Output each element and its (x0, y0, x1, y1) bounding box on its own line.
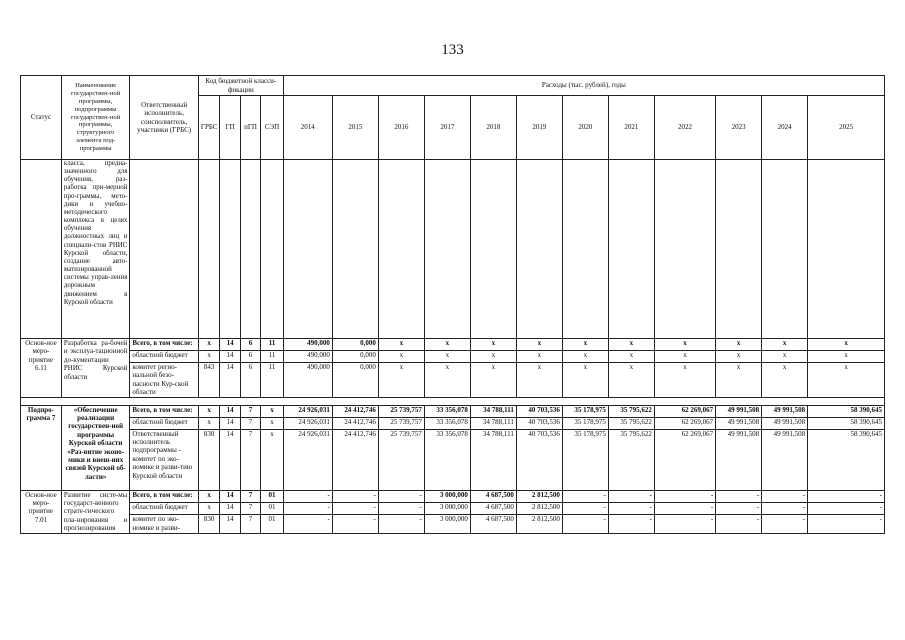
value-cell-2025: x (808, 339, 885, 351)
empty-cell (198, 160, 219, 339)
value-cell-2017: 3 000,000 (424, 515, 470, 533)
value-cell-2021: - (608, 515, 654, 533)
code-cell: x (261, 417, 284, 429)
value-cell-2024: x (762, 351, 808, 363)
empty-cell (654, 160, 715, 339)
code-cell: 7 (240, 417, 260, 429)
value-cell-2022: 62 269,067 (654, 417, 715, 429)
header-year-2017: 2017 (424, 96, 470, 160)
value-cell-2025: - (808, 502, 885, 514)
header-code-4: СЭП (261, 96, 284, 160)
value-cell-2015: 24 412,746 (332, 417, 378, 429)
value-cell-2019: x (516, 351, 562, 363)
code-cell: 14 (220, 339, 240, 351)
value-cell-2014: - (283, 502, 332, 514)
value-cell-2020: x (562, 363, 608, 398)
code-cell: 14 (220, 490, 240, 502)
table-body (21, 160, 885, 534)
value-cell-2021: x (608, 363, 654, 398)
header-budget-code: Код бюджетной класси-фикации (198, 76, 283, 96)
header-year-2014: 2014 (283, 96, 332, 160)
value-cell-2024: - (762, 490, 808, 502)
value-cell-2019: 40 703,536 (516, 429, 562, 490)
continuation-row (21, 160, 885, 339)
value-cell-2014: - (283, 515, 332, 533)
value-cell-2018: x (470, 363, 516, 398)
value-cell-2021: - (608, 502, 654, 514)
header-year-2022: 2022 (654, 96, 715, 160)
value-cell-2015: 0,000 (332, 363, 378, 398)
value-cell-2018: 34 788,111 (470, 405, 516, 417)
empty-cell (378, 160, 424, 339)
table-row (21, 417, 885, 429)
value-cell-2018: 34 788,111 (470, 429, 516, 490)
value-cell-2021: 35 795,622 (608, 405, 654, 417)
executor-cell: комитет по эко-номике и разви- (130, 515, 199, 533)
page-number: 133 (441, 42, 464, 58)
table-row (21, 502, 885, 514)
value-cell-2018: 34 788,111 (470, 417, 516, 429)
value-cell-2019: 40 703,536 (516, 417, 562, 429)
code-cell: 7 (240, 502, 260, 514)
value-cell-2019: 2 812,500 (516, 490, 562, 502)
value-cell-2020: 35 178,975 (562, 429, 608, 490)
value-cell-2025: - (808, 515, 885, 533)
value-cell-2019: 2 812,500 (516, 515, 562, 533)
value-cell-2015: 0,000 (332, 339, 378, 351)
value-cell-2017: 3 000,000 (424, 502, 470, 514)
executor-cell: областной бюджет (130, 351, 199, 363)
value-cell-2016: x (378, 363, 424, 398)
value-cell-2016: 25 739,757 (378, 417, 424, 429)
header-year-2018: 2018 (470, 96, 516, 160)
status-cell: Основ-ное меро-приятие 6.11 (21, 339, 62, 398)
header-code-3: пГП (240, 96, 260, 160)
code-cell: x (261, 429, 284, 490)
empty-cell (220, 160, 240, 339)
empty-cell (470, 160, 516, 339)
value-cell-2023: - (716, 515, 762, 533)
continuation-name-cell: класса, предна-значенного для обучения, раз-работка при-мерной про-граммы, мето-дики и учебно-методического комплекса в целях обучения должностных лиц и специали-стов РНИС Курской области, создание авто-матизированной системы управ-ления дорожным движением в Курской области (61, 160, 130, 339)
code-cell: 01 (261, 515, 284, 533)
value-cell-2024: 49 991,508 (762, 405, 808, 417)
value-cell-2020: - (562, 502, 608, 514)
header-name: Наименование государствен-ной программы, подпрограммы государствен-ной программы, структурного элемента под-программы (61, 76, 130, 160)
value-cell-2021: 35 795,622 (608, 429, 654, 490)
value-cell-2018: 4 687,500 (470, 502, 516, 514)
table-row (21, 429, 885, 490)
value-cell-2017: x (424, 351, 470, 363)
code-cell: x (198, 339, 219, 351)
code-cell: 7 (240, 429, 260, 490)
empty-cell (240, 160, 260, 339)
code-cell: 01 (261, 490, 284, 502)
value-cell-2020: - (562, 515, 608, 533)
empty-cell (762, 160, 808, 339)
value-cell-2018: x (470, 339, 516, 351)
value-cell-2021: x (608, 351, 654, 363)
empty-cell (808, 160, 885, 339)
value-cell-2024: x (762, 339, 808, 351)
code-cell: x (198, 405, 219, 417)
code-cell: 830 (198, 429, 219, 490)
code-cell: x (198, 490, 219, 502)
value-cell-2024: 49 991,508 (762, 429, 808, 490)
value-cell-2015: - (332, 490, 378, 502)
empty-cell (716, 160, 762, 339)
value-cell-2022: x (654, 363, 715, 398)
table-row (21, 351, 885, 363)
value-cell-2016: 25 739,757 (378, 405, 424, 417)
table-row (21, 490, 885, 502)
value-cell-2015: 24 412,746 (332, 405, 378, 417)
code-cell: 11 (261, 363, 284, 398)
value-cell-2023: x (716, 363, 762, 398)
continuation-status-cell (21, 160, 62, 339)
value-cell-2021: 35 795,622 (608, 417, 654, 429)
value-cell-2025: 58 390,645 (808, 405, 885, 417)
value-cell-2018: 4 687,500 (470, 490, 516, 502)
status-cell: Подпро-грамма 7 (21, 405, 62, 490)
value-cell-2017: x (424, 339, 470, 351)
code-cell: 7 (240, 405, 260, 417)
value-cell-2020: 35 178,975 (562, 417, 608, 429)
table-row (21, 363, 885, 398)
value-cell-2016: - (378, 490, 424, 502)
code-cell: 14 (220, 515, 240, 533)
value-cell-2023: - (716, 490, 762, 502)
value-cell-2019: x (516, 339, 562, 351)
header-code-2: ГП (220, 96, 240, 160)
value-cell-2022: x (654, 351, 715, 363)
value-cell-2024: 49 991,508 (762, 417, 808, 429)
empty-cell (332, 160, 378, 339)
executor-cell: областной бюджет (130, 417, 199, 429)
value-cell-2018: x (470, 351, 516, 363)
value-cell-2025: 58 390,645 (808, 429, 885, 490)
value-cell-2014: 24 926,031 (283, 405, 332, 417)
table-row (21, 515, 885, 533)
empty-cell (283, 160, 332, 339)
value-cell-2016: - (378, 515, 424, 533)
empty-cell (261, 160, 284, 339)
table-row (21, 339, 885, 351)
value-cell-2016: 25 739,757 (378, 429, 424, 490)
value-cell-2015: 0,000 (332, 351, 378, 363)
value-cell-2016: - (378, 502, 424, 514)
value-cell-2014: 490,000 (283, 363, 332, 398)
gap-cell (21, 397, 885, 405)
value-cell-2020: x (562, 339, 608, 351)
name-cell: «Обеспечение реализации государствен-ной программы Курской области «Раз-витие эконо-мики и внеш-них связей Курской об-ласти» (61, 405, 130, 490)
value-cell-2019: 40 703,536 (516, 405, 562, 417)
value-cell-2022: 62 269,067 (654, 429, 715, 490)
value-cell-2025: 58 390,645 (808, 417, 885, 429)
value-cell-2025: x (808, 351, 885, 363)
value-cell-2014: 24 926,031 (283, 429, 332, 490)
value-cell-2025: - (808, 490, 885, 502)
value-cell-2023: - (716, 502, 762, 514)
empty-cell (516, 160, 562, 339)
value-cell-2020: x (562, 351, 608, 363)
header-expenses: Расходы (тыс. рублей), годы (283, 76, 884, 96)
code-cell: 14 (220, 405, 240, 417)
value-cell-2019: x (516, 363, 562, 398)
header-year-2015: 2015 (332, 96, 378, 160)
value-cell-2023: x (716, 339, 762, 351)
code-cell: x (198, 417, 219, 429)
name-cell: Разработка ра-бочей и эксплуа-тационной до-кументации РНИС Курской области (61, 339, 130, 398)
value-cell-2018: 4 687,500 (470, 515, 516, 533)
table-row (21, 405, 885, 417)
value-cell-2017: 33 356,078 (424, 405, 470, 417)
value-cell-2022: x (654, 339, 715, 351)
executor-cell: Всего, в том числе: (130, 405, 199, 417)
header-year-2019: 2019 (516, 96, 562, 160)
header-year-2016: 2016 (378, 96, 424, 160)
code-cell: 14 (220, 429, 240, 490)
code-cell: 830 (198, 515, 219, 533)
value-cell-2023: 49 991,508 (716, 429, 762, 490)
value-cell-2020: - (562, 490, 608, 502)
code-cell: 14 (220, 502, 240, 514)
header-year-2021: 2021 (608, 96, 654, 160)
value-cell-2017: 3 000,000 (424, 490, 470, 502)
code-cell: 14 (220, 351, 240, 363)
value-cell-2016: x (378, 339, 424, 351)
name-cell: Развитие систе-мы государст-венного страте-гического пла-нирования и прогнозирования (61, 490, 130, 533)
empty-cell (424, 160, 470, 339)
executor-cell: комитет регио-нальной безо-пасности Кур-ской области (130, 363, 199, 398)
code-cell: 6 (240, 351, 260, 363)
value-cell-2020: 35 178,975 (562, 405, 608, 417)
value-cell-2022: - (654, 515, 715, 533)
code-cell: 6 (240, 363, 260, 398)
value-cell-2022: 62 269,067 (654, 405, 715, 417)
value-cell-2024: - (762, 515, 808, 533)
code-cell: 7 (240, 515, 260, 533)
header-code-1: ГРБС (198, 96, 219, 160)
value-cell-2025: x (808, 363, 885, 398)
value-cell-2022: - (654, 490, 715, 502)
executor-cell: Ответственный исполнитель подпрограммы - комитет по эко-номике и разви-тию Курской области (130, 429, 199, 490)
value-cell-2023: x (716, 351, 762, 363)
budget-table (20, 75, 885, 534)
code-cell: 11 (261, 339, 284, 351)
code-cell: 11 (261, 351, 284, 363)
executor-cell: Всего, в том числе: (130, 490, 199, 502)
value-cell-2017: 33 356,078 (424, 417, 470, 429)
value-cell-2014: 490,000 (283, 351, 332, 363)
value-cell-2016: x (378, 351, 424, 363)
executor-cell: областной бюджет (130, 502, 199, 514)
empty-cell (130, 160, 199, 339)
value-cell-2021: x (608, 339, 654, 351)
code-cell: 6 (240, 339, 260, 351)
header-year-2024: 2024 (762, 96, 808, 160)
code-cell: 01 (261, 502, 284, 514)
value-cell-2014: 490,000 (283, 339, 332, 351)
value-cell-2015: 24 412,746 (332, 429, 378, 490)
value-cell-2024: - (762, 502, 808, 514)
section-gap-row (21, 397, 885, 405)
value-cell-2015: - (332, 515, 378, 533)
code-cell: x (198, 502, 219, 514)
value-cell-2019: 2 812,500 (516, 502, 562, 514)
header-status: Статус (21, 76, 62, 160)
code-cell: 843 (198, 363, 219, 398)
value-cell-2022: - (654, 502, 715, 514)
code-cell: 7 (240, 490, 260, 502)
empty-cell (562, 160, 608, 339)
code-cell: x (261, 405, 284, 417)
value-cell-2023: 49 991,508 (716, 405, 762, 417)
value-cell-2017: 33 356,078 (424, 429, 470, 490)
value-cell-2014: 24 926,031 (283, 417, 332, 429)
code-cell: x (198, 351, 219, 363)
header-year-2020: 2020 (562, 96, 608, 160)
value-cell-2024: x (762, 363, 808, 398)
code-cell: 14 (220, 363, 240, 398)
code-cell: 14 (220, 417, 240, 429)
executor-cell: Всего, в том числе: (130, 339, 199, 351)
value-cell-2015: - (332, 502, 378, 514)
value-cell-2021: - (608, 490, 654, 502)
header-year-2025: 2025 (808, 96, 885, 160)
header-executor: Ответственный исполнитель, соисполнитель, участники (ГРБС) (130, 76, 199, 160)
value-cell-2014: - (283, 490, 332, 502)
header-year-2023: 2023 (716, 96, 762, 160)
empty-cell (608, 160, 654, 339)
value-cell-2023: 49 991,508 (716, 417, 762, 429)
status-cell: Основ-ное меро-приятие 7.01 (21, 490, 62, 533)
value-cell-2017: x (424, 363, 470, 398)
